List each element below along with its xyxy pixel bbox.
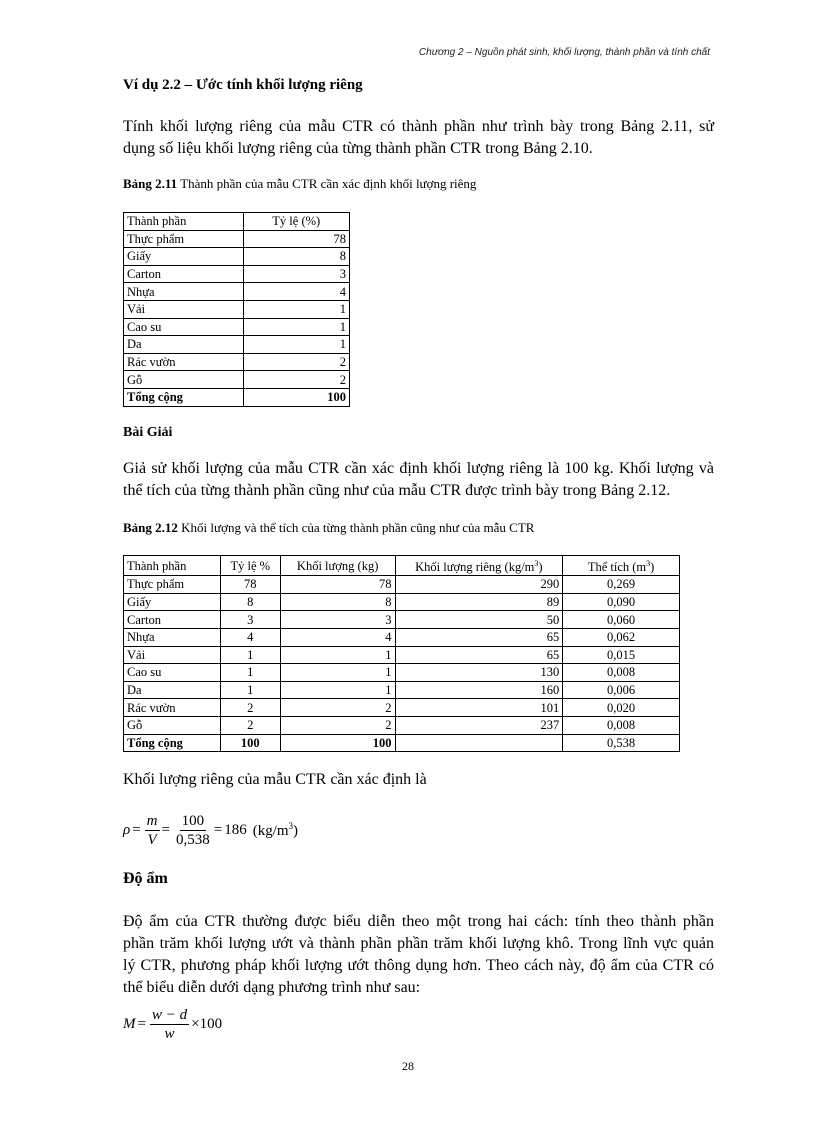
cell-mass: 1 <box>280 664 395 682</box>
cell-percent: 2 <box>243 353 350 371</box>
unit-end: ) <box>293 822 299 839</box>
solution-heading: Bài Giải <box>123 425 173 440</box>
cell-component: Nhựa <box>124 628 221 646</box>
cell-mass: 3 <box>280 611 395 629</box>
unit-sup: 3 <box>288 820 294 831</box>
cell-component: Carton <box>124 265 244 283</box>
table1-caption-label: Bảng 2.11 <box>123 176 178 191</box>
table-row <box>124 646 680 664</box>
example-heading: Ví dụ 2.2 – Ước tính khối lượng riêng <box>123 77 363 93</box>
header-cell: Tỷ lệ (%) <box>243 213 350 231</box>
moisture-heading: Độ ẩm <box>123 870 168 887</box>
cell-component: Thực phẩm <box>124 576 221 594</box>
fraction-denominator: w <box>164 1025 175 1042</box>
cell-volume: 0,062 <box>563 628 680 646</box>
table-row <box>124 318 350 336</box>
table-row <box>124 716 680 734</box>
table-total-row <box>124 388 350 406</box>
table-row <box>124 681 680 699</box>
running-header: Chương 2 – Nguồn phát sinh, khối lượng, thành phần và tính chất <box>418 47 710 58</box>
table-row <box>124 628 680 646</box>
density-statement: Khối lượng riêng của mẫu CTR cần xác định là <box>123 771 427 788</box>
moisture-line: phần trăm khối lượng ướt và thành phần phần trăm khối lượng khô. Trong lĩnh vực quản <box>123 935 714 952</box>
cell-total-percent: 100 <box>220 734 280 752</box>
page-number: 28 <box>402 1059 414 1073</box>
cell-mass: 78 <box>280 576 395 594</box>
composition-table <box>123 212 350 407</box>
intro-paragraph <box>123 116 714 160</box>
header-sup: 3 <box>646 559 651 568</box>
cell-percent: 8 <box>243 248 350 266</box>
cell-percent: 4 <box>243 283 350 301</box>
cell-component: Vải <box>124 300 244 318</box>
cell-density: 65 <box>395 628 563 646</box>
table-row <box>124 336 350 354</box>
cell-density: 237 <box>395 716 563 734</box>
table-row <box>124 664 680 682</box>
moisture-line: Độ ẩm của CTR thường được biểu diễn theo một trong hai cách: tính theo thành phần <box>123 913 714 930</box>
formula-unit <box>253 821 298 840</box>
header-sup: 3 <box>534 559 539 568</box>
cell-component: Nhựa <box>124 283 244 301</box>
table-row <box>124 611 680 629</box>
fraction-numerator: 100 <box>181 812 205 829</box>
cell-component: Cao su <box>124 664 221 682</box>
formula-equals: = <box>161 821 170 838</box>
formula-times: ×100 <box>191 1015 223 1032</box>
cell-component: Rác vườn <box>124 353 244 371</box>
cell-percent: 1 <box>220 664 280 682</box>
cell-density: 89 <box>395 593 563 611</box>
cell-percent: 2 <box>220 716 280 734</box>
table-row <box>124 283 350 301</box>
moisture-formula <box>123 1002 224 1046</box>
cell-density: 290 <box>395 576 563 594</box>
cell-density: 160 <box>395 681 563 699</box>
cell-component: Da <box>124 681 221 699</box>
cell-percent: 4 <box>220 628 280 646</box>
fraction-w-minus-d <box>150 1006 189 1043</box>
header-text-end: ) <box>650 560 655 575</box>
header-cell: Khối lượng (kg) <box>280 556 395 576</box>
cell-percent: 2 <box>220 699 280 717</box>
cell-volume: 0,269 <box>563 576 680 594</box>
cell-volume: 0,015 <box>563 646 680 664</box>
formula-result: 186 <box>224 821 247 838</box>
header-text: Khối lượng riêng (kg/m <box>415 560 535 575</box>
table-row <box>124 248 350 266</box>
cell-mass: 8 <box>280 593 395 611</box>
cell-percent: 78 <box>220 576 280 594</box>
cell-component: Da <box>124 336 244 354</box>
formula-m: M <box>123 1015 136 1032</box>
table-row <box>124 230 350 248</box>
cell-mass: 1 <box>280 646 395 664</box>
cell-total-density <box>395 734 563 752</box>
cell-percent: 78 <box>243 230 350 248</box>
cell-density: 65 <box>395 646 563 664</box>
header-cell: Thành phần <box>124 213 244 231</box>
table1-caption <box>123 176 476 192</box>
table-header-row <box>124 213 350 231</box>
header-text-end: ) <box>538 560 543 575</box>
table-row <box>124 371 350 389</box>
table-row <box>124 576 680 594</box>
cell-total-mass: 100 <box>280 734 395 752</box>
table2-caption <box>123 520 534 536</box>
header-cell: Tỷ lệ % <box>220 556 280 576</box>
cell-percent: 8 <box>220 593 280 611</box>
cell-component: Vải <box>124 646 221 664</box>
fraction-denominator: V <box>147 831 157 848</box>
intro-line: Tính khối lượng riêng của mẫu CTR có thành phần như trình bày trong Bảng 2.11, sử <box>123 118 714 135</box>
cell-volume: 0,090 <box>563 593 680 611</box>
cell-total-label: Tổng cộng <box>124 734 221 752</box>
cell-density: 50 <box>395 611 563 629</box>
table-row <box>124 593 680 611</box>
fraction-numerator: m <box>146 812 158 829</box>
cell-percent: 1 <box>243 336 350 354</box>
table-row <box>124 300 350 318</box>
formula-equals: = <box>213 821 223 838</box>
cell-component: Rác vườn <box>124 699 221 717</box>
cell-mass: 1 <box>280 681 395 699</box>
cell-component: Carton <box>124 611 221 629</box>
cell-total-label: Tổng cộng <box>124 388 244 406</box>
header-cell: Thành phần <box>124 556 221 576</box>
cell-mass: 2 <box>280 716 395 734</box>
density-formula <box>123 808 300 852</box>
table-header-row <box>124 556 680 576</box>
cell-percent: 3 <box>243 265 350 283</box>
cell-percent: 3 <box>220 611 280 629</box>
solution-line: thể tích của từng thành phần cũng như của mẫu CTR được trình bày trong Bảng 2.12. <box>123 482 671 499</box>
cell-mass: 2 <box>280 699 395 717</box>
cell-percent: 2 <box>243 371 350 389</box>
header-cell <box>395 556 563 576</box>
cell-component: Gỗ <box>124 716 221 734</box>
mass-volume-table <box>123 555 680 752</box>
cell-component: Gỗ <box>124 371 244 389</box>
formula-equals: = <box>132 821 141 838</box>
table-row <box>124 265 350 283</box>
cell-percent: 1 <box>243 318 350 336</box>
cell-volume: 0,008 <box>563 716 680 734</box>
fraction-numerator: w − d <box>151 1006 188 1023</box>
cell-component: Giấy <box>124 248 244 266</box>
header-cell <box>563 556 680 576</box>
table2-caption-label: Bảng 2.12 <box>123 520 178 535</box>
table-row <box>124 353 350 371</box>
cell-total-value: 100 <box>243 388 350 406</box>
moisture-line: lý CTR, phương pháp khối lượng ướt thông dụng hơn. Theo cách này, độ ẩm của CTR có <box>123 957 714 974</box>
cell-percent: 1 <box>220 646 280 664</box>
cell-density: 130 <box>395 664 563 682</box>
cell-volume: 0,020 <box>563 699 680 717</box>
header-text: Thể tích (m <box>587 560 647 575</box>
table1-caption-text: Thành phần của mẫu CTR cần xác định khối lượng riêng <box>177 176 477 191</box>
moisture-paragraph <box>123 911 714 999</box>
cell-component: Giấy <box>124 593 221 611</box>
cell-volume: 0,006 <box>563 681 680 699</box>
cell-component: Cao su <box>124 318 244 336</box>
cell-volume: 0,008 <box>563 664 680 682</box>
fraction-denominator: 0,538 <box>175 831 210 848</box>
table-total-row <box>124 734 680 752</box>
fraction-m-over-v <box>145 812 160 849</box>
formula-equals: = <box>137 1015 146 1032</box>
unit-text: (kg/m <box>252 822 289 839</box>
cell-total-volume: 0,538 <box>563 734 680 752</box>
table-row <box>124 699 680 717</box>
moisture-line: thể biểu diễn dưới dạng phương trình như sau: <box>123 979 421 996</box>
intro-line: dụng số liệu khối lượng riêng của từng thành phần CTR trong Bảng 2.10. <box>123 140 593 157</box>
cell-volume: 0,060 <box>563 611 680 629</box>
solution-line: Giả sử khối lượng của mẫu CTR cần xác định khối lượng riêng là 100 kg. Khối lượng và <box>123 460 714 477</box>
table2-caption-text: Khối lượng và thể tích của từng thành phần cũng như của mẫu CTR <box>177 520 535 535</box>
fraction-values <box>174 812 212 849</box>
cell-percent: 1 <box>243 300 350 318</box>
formula-rho: ρ <box>123 821 131 838</box>
cell-density: 101 <box>395 699 563 717</box>
cell-mass: 4 <box>280 628 395 646</box>
cell-percent: 1 <box>220 681 280 699</box>
solution-paragraph <box>123 458 714 502</box>
cell-component: Thực phẩm <box>124 230 244 248</box>
